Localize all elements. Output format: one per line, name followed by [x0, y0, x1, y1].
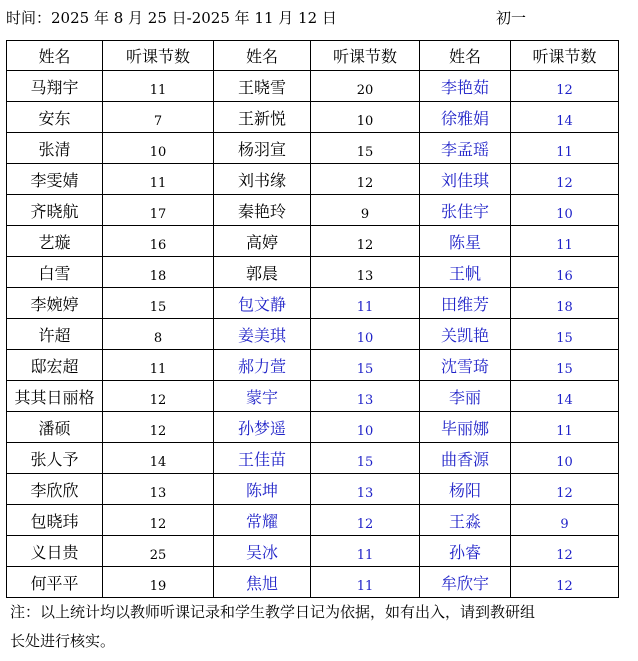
lesson-count-cell: 12 — [511, 164, 619, 195]
lesson-count-cell: 12 — [311, 505, 420, 536]
lesson-count-cell: 13 — [103, 474, 214, 505]
student-name-cell: 郭晨 — [214, 257, 311, 288]
table-row — [7, 133, 619, 164]
lesson-count-cell: 11 — [311, 288, 420, 319]
student-name-cell: 蒙宇 — [214, 381, 311, 412]
lesson-count-cell: 15 — [311, 133, 420, 164]
student-name-cell: 孙睿 — [420, 536, 511, 567]
table-row — [7, 567, 619, 598]
student-name-cell: 邸宏超 — [7, 350, 103, 381]
student-name-cell: 王晓雪 — [214, 71, 311, 102]
student-name-cell: 义日贵 — [7, 536, 103, 567]
lesson-count-cell: 12 — [511, 567, 619, 598]
lesson-count-cell: 14 — [511, 381, 619, 412]
table-row — [7, 505, 619, 536]
lesson-count-cell: 13 — [311, 381, 420, 412]
student-name-cell: 许超 — [7, 319, 103, 350]
student-name-cell: 张清 — [7, 133, 103, 164]
student-name-cell: 秦艳玲 — [214, 195, 311, 226]
table-row — [7, 350, 619, 381]
lesson-count-cell: 18 — [511, 288, 619, 319]
student-name-cell: 其其日丽格 — [7, 381, 103, 412]
lesson-count-cell: 14 — [511, 102, 619, 133]
lesson-count-cell: 11 — [311, 536, 420, 567]
table-row — [7, 195, 619, 226]
lesson-count-cell: 10 — [311, 319, 420, 350]
table-row — [7, 319, 619, 350]
student-name-cell: 高婷 — [214, 226, 311, 257]
student-name-cell: 吴冰 — [214, 536, 311, 567]
student-name-cell: 沈雪琦 — [420, 350, 511, 381]
table-row — [7, 102, 619, 133]
table-header-row — [7, 41, 619, 71]
lesson-count-cell: 12 — [311, 226, 420, 257]
lesson-count-cell: 15 — [511, 350, 619, 381]
student-name-cell: 陈星 — [420, 226, 511, 257]
student-name-cell: 李孟瑶 — [420, 133, 511, 164]
lesson-count-cell: 12 — [511, 71, 619, 102]
student-name-cell: 齐晓航 — [7, 195, 103, 226]
lesson-count-cell: 25 — [103, 536, 214, 567]
table-row — [7, 226, 619, 257]
column-header-count: 听课节数 — [511, 41, 619, 71]
student-name-cell: 潘硕 — [7, 412, 103, 443]
student-name-cell: 包文静 — [214, 288, 311, 319]
table-row — [7, 71, 619, 102]
student-name-cell: 郝力萱 — [214, 350, 311, 381]
student-name-cell: 毕丽娜 — [420, 412, 511, 443]
lesson-count-cell: 15 — [311, 350, 420, 381]
lesson-count-cell: 11 — [511, 226, 619, 257]
table-row — [7, 536, 619, 567]
lesson-count-cell: 11 — [511, 133, 619, 164]
student-name-cell: 李雯婧 — [7, 164, 103, 195]
student-name-cell: 陈坤 — [214, 474, 311, 505]
lesson-count-cell: 12 — [311, 164, 420, 195]
student-name-cell: 杨阳 — [420, 474, 511, 505]
student-name-cell: 何平平 — [7, 567, 103, 598]
lesson-count-cell: 10 — [311, 102, 420, 133]
footnote — [10, 598, 610, 656]
lesson-count-cell: 11 — [311, 567, 420, 598]
lesson-count-cell: 13 — [311, 257, 420, 288]
student-name-cell: 李婉婷 — [7, 288, 103, 319]
lesson-count-cell: 12 — [103, 505, 214, 536]
student-name-cell: 王帆 — [420, 257, 511, 288]
grade-label: 初一 — [496, 9, 527, 27]
student-name-cell: 关凯艳 — [420, 319, 511, 350]
table-row — [7, 412, 619, 443]
footnote-line: 注：以上统计均以教师听课记录和学生教学日记为依据，如有出入，请到教研组 — [10, 603, 536, 621]
student-name-cell: 张佳宇 — [420, 195, 511, 226]
lesson-count-cell: 10 — [103, 133, 214, 164]
lesson-count-cell: 12 — [103, 381, 214, 412]
lesson-count-cell: 14 — [103, 443, 214, 474]
student-name-cell: 刘佳琪 — [420, 164, 511, 195]
lesson-count-cell: 10 — [511, 195, 619, 226]
table-row — [7, 381, 619, 412]
student-name-cell: 白雪 — [7, 257, 103, 288]
column-header-name: 姓名 — [214, 41, 311, 71]
period-text: 时间：2025 年 8 月 25 日-2025 年 11 月 12 日 — [6, 9, 337, 27]
lesson-count-cell: 12 — [511, 536, 619, 567]
student-name-cell: 李欣欣 — [7, 474, 103, 505]
table-row — [7, 164, 619, 195]
column-header-name: 姓名 — [420, 41, 511, 71]
student-name-cell: 田维芳 — [420, 288, 511, 319]
lesson-count-cell: 9 — [311, 195, 420, 226]
student-name-cell: 曲香源 — [420, 443, 511, 474]
student-name-cell: 徐雅娟 — [420, 102, 511, 133]
table-body — [7, 71, 619, 598]
lesson-count-cell: 7 — [103, 102, 214, 133]
table-row — [7, 288, 619, 319]
student-name-cell: 艺璇 — [7, 226, 103, 257]
lesson-count-cell: 15 — [103, 288, 214, 319]
student-name-cell: 安东 — [7, 102, 103, 133]
lesson-count-cell: 15 — [311, 443, 420, 474]
student-name-cell: 王新悦 — [214, 102, 311, 133]
student-name-cell: 刘书缘 — [214, 164, 311, 195]
lesson-count-cell: 17 — [103, 195, 214, 226]
lesson-count-cell: 18 — [103, 257, 214, 288]
student-name-cell: 李艳茹 — [420, 71, 511, 102]
lesson-count-cell: 19 — [103, 567, 214, 598]
student-name-cell: 牟欣宇 — [420, 567, 511, 598]
table-row — [7, 257, 619, 288]
lesson-count-cell: 8 — [103, 319, 214, 350]
lesson-count-cell: 11 — [103, 71, 214, 102]
student-name-cell: 常耀 — [214, 505, 311, 536]
student-name-cell: 焦旭 — [214, 567, 311, 598]
lesson-count-cell: 11 — [103, 164, 214, 195]
footnote-line: 长处进行核实。 — [10, 632, 116, 650]
lesson-count-cell: 10 — [311, 412, 420, 443]
document-header — [6, 6, 626, 30]
lesson-count-cell: 12 — [511, 474, 619, 505]
student-name-cell: 马翔宇 — [7, 71, 103, 102]
student-name-cell: 孙梦遥 — [214, 412, 311, 443]
lesson-count-cell: 20 — [311, 71, 420, 102]
table-row — [7, 474, 619, 505]
student-name-cell: 王淼 — [420, 505, 511, 536]
lesson-count-cell: 11 — [511, 412, 619, 443]
lesson-count-cell: 11 — [103, 350, 214, 381]
student-name-cell: 王佳苗 — [214, 443, 311, 474]
column-header-name: 姓名 — [7, 41, 103, 71]
column-header-count: 听课节数 — [311, 41, 420, 71]
lesson-count-cell: 15 — [511, 319, 619, 350]
attendance-table — [6, 40, 619, 598]
student-name-cell: 李丽 — [420, 381, 511, 412]
student-name-cell: 姜美琪 — [214, 319, 311, 350]
lesson-count-cell: 13 — [311, 474, 420, 505]
student-name-cell: 杨羽宣 — [214, 133, 311, 164]
column-header-count: 听课节数 — [103, 41, 214, 71]
lesson-count-cell: 9 — [511, 505, 619, 536]
lesson-count-cell: 16 — [511, 257, 619, 288]
lesson-count-cell: 16 — [103, 226, 214, 257]
student-name-cell: 包晓玮 — [7, 505, 103, 536]
lesson-count-cell: 12 — [103, 412, 214, 443]
student-name-cell: 张人予 — [7, 443, 103, 474]
table-row — [7, 443, 619, 474]
lesson-count-cell: 10 — [511, 443, 619, 474]
